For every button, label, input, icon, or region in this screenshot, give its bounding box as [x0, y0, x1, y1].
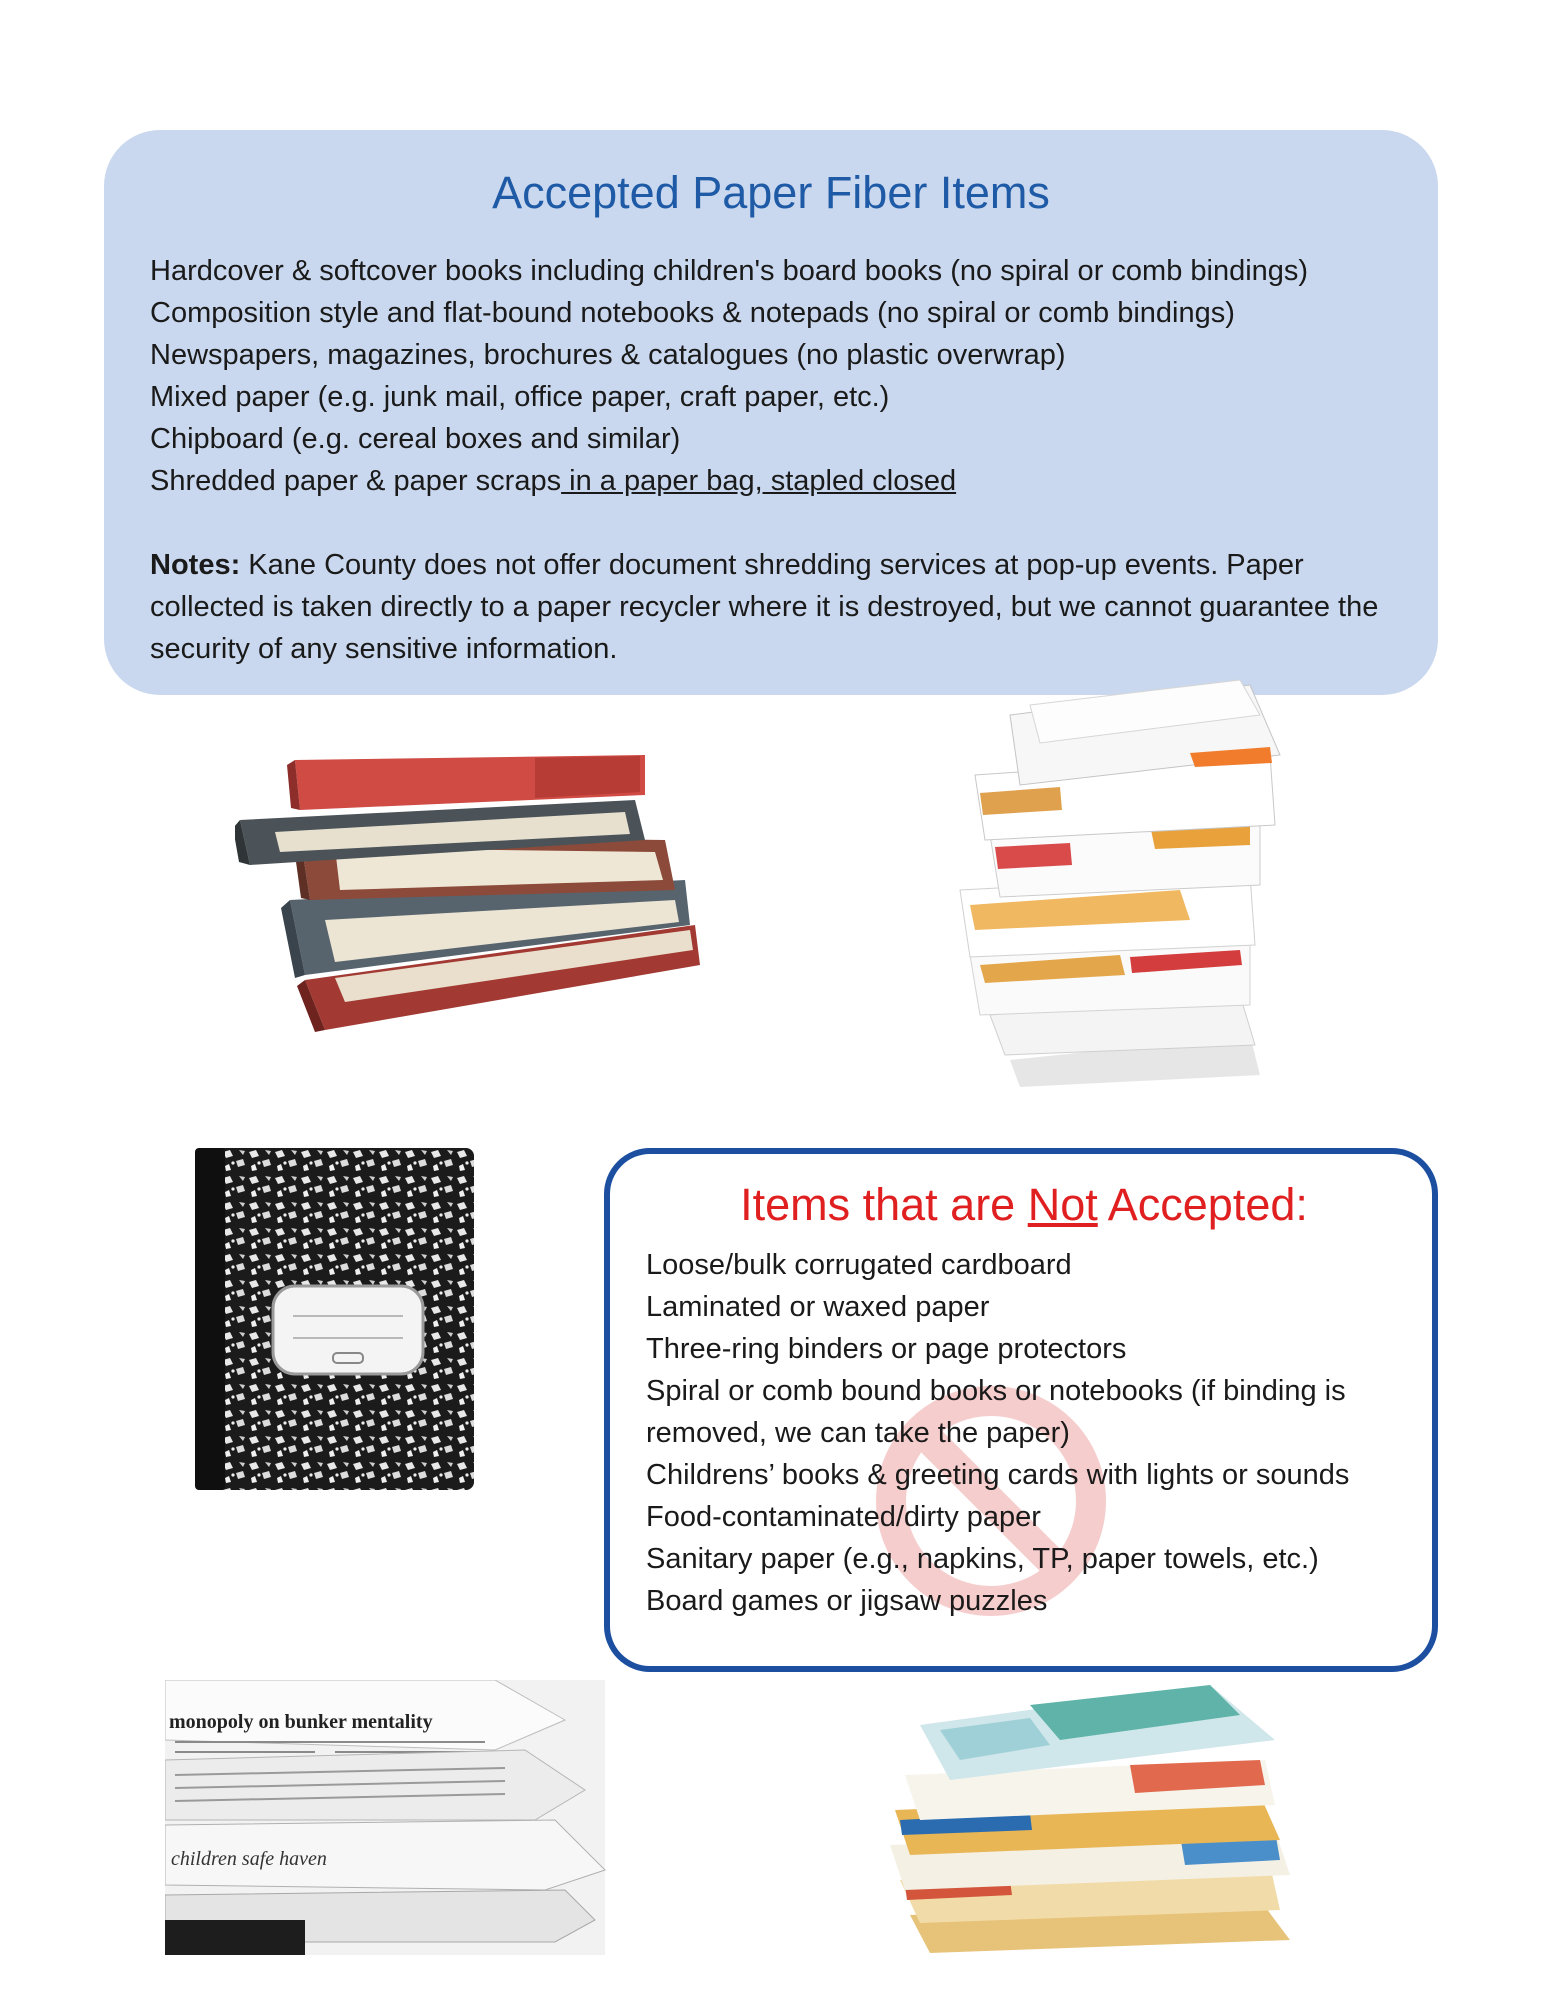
not-accepted-item: Loose/bulk corrugated cardboard: [646, 1248, 1072, 1281]
not-accepted-item: Food-contaminated/dirty paper: [646, 1500, 1041, 1533]
not-title-pre: Items that are: [740, 1179, 1028, 1230]
not-title-emph: Not: [1027, 1179, 1098, 1230]
accepted-list: [150, 250, 1392, 502]
not-accepted-item: Sanitary paper (e.g., napkins, TP, paper towels, etc.): [646, 1542, 1319, 1575]
newspaper-stack-image: [165, 1680, 610, 1955]
accepted-item: Mixed paper (e.g. junk mail, office paper, craft paper, etc.): [150, 380, 890, 413]
newspaper-headline: monopoly on bunker mentality: [169, 1711, 433, 1733]
shredded-condition: in a paper bag, stapled closed: [561, 464, 957, 497]
not-title-post: Accepted:: [1097, 1179, 1308, 1230]
composition-notebook-image: [195, 1148, 480, 1493]
accepted-items-panel: [104, 130, 1438, 695]
not-accepted-item: Board games or jigsaw puzzles: [646, 1584, 1048, 1617]
not-accepted-panel: [604, 1148, 1438, 1672]
notes-text: Kane County does not offer document shredding services at pop-up events. Paper collected is taken directly to a paper recycler where it is destroyed, but we cannot guarantee the security of any sensitive information.: [150, 548, 1379, 665]
not-accepted-item: Spiral or comb bound books or notebooks (if binding is removed, we can take the paper): [646, 1374, 1346, 1449]
mixed-paper-pile-image: [950, 675, 1310, 1095]
book-stack-image: [235, 740, 705, 1040]
notes: [150, 544, 1392, 670]
not-accepted-title: [646, 1180, 1402, 1230]
not-accepted-item: Three-ring binders or page protectors: [646, 1332, 1127, 1365]
shredded-text: Shredded paper & paper scraps: [150, 464, 562, 497]
magazine-stack-image: [880, 1685, 1305, 1955]
notes-label: Notes:: [150, 548, 241, 581]
not-accepted-list: [646, 1244, 1402, 1622]
accepted-item: Newspapers, magazines, brochures & catalogues (no plastic overwrap): [150, 338, 1066, 371]
newspaper-subhead: children safe haven: [171, 1848, 327, 1870]
accepted-item: Composition style and flat-bound notebooks & notepads (no spiral or comb bindings): [150, 296, 1235, 329]
accepted-item-shredded: [150, 460, 1392, 502]
accepted-item: Hardcover & softcover books including children's board books (no spiral or comb bindings): [150, 254, 1309, 287]
not-accepted-item: Laminated or waxed paper: [646, 1290, 990, 1323]
not-accepted-item: Childrens’ books & greeting cards with lights or sounds: [646, 1458, 1350, 1491]
accepted-item: Chipboard (e.g. cereal boxes and similar): [150, 422, 681, 455]
accepted-title: Accepted Paper Fiber Items: [492, 167, 1050, 218]
